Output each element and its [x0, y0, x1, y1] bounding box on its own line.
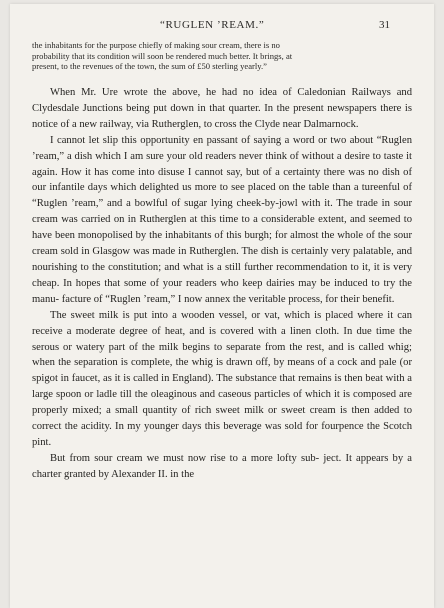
body-text [32, 85, 412, 483]
paragraph-ruglen-ream: I cannot let slip this opportunity en passant of saying a word or two about “Ruglen ’ream,” a dish which I am sure your old readers never think of without a desire to taste it again. How it has come into disuse I cannot say, but of a certainty there was no dish of our infantile days which delighted us more to see placed on the table than a tureenful of “Ruglen ’ream,” and a bowlful of sugar lying cheek-by-jowl with it. The trade in sour cream was carried on in Rutherglen at this time to a considerable extent, and seemed to have been monopolised by the inhabitants of this burgh; for almost the whole of the sour cream sold in Glasgow was made in Rutherglen. The dish is certainly very palatable, and nourishing to the constitution; and what is a still further recommendation to it, it is very cheap. In hopes that some of your readers who keep dairies may be induced to try the manu- facture of “Ruglen ’ream,” I now annex the veritable process, for their benefit. [32, 134, 412, 305]
quoted-passage [32, 40, 412, 72]
page-number: 31 [379, 19, 390, 31]
quote-line: probability that its condition will soon be rendered much better. It brings, at [32, 50, 293, 61]
paragraph-charter: But from sour cream we must now rise to a more lofty sub- ject. It appears by a charter granted by Alexander II. in the [32, 452, 412, 480]
paragraph-railways: When Mr. Ure wrote the above, he had no idea of Caledonian Railways and Clydesdale Junctions being put down in that quarter. In the present newspapers there is notice of a new railway, via Rutherglen, to cross the Clyde near Dalmarnock. [32, 87, 412, 130]
book-page [10, 4, 434, 608]
paragraph-process: The sweet milk is put into a wooden vessel, or vat, which is placed where it can receive a moderate degree of heat, and is covered with a linen cloth. In due time the serous or watery part of the milk begins to separate from the rest, and is called whig; when the separation is complete, the whig is drawn off, by means of a cock and pale (or spigot in faucet, as it is called in England). The substance that remains is then beat with a large spoon or ladle till the oleaginous and caseous particles of which it is composed are properly mixed; a small quantity of rich sweet milk or sweet cream is then added to correct the acidity. In my younger days this beverage was sold for fourpence the Scotch pint. [32, 309, 412, 448]
running-title: “RUGLEN ’REAM.” [160, 19, 265, 31]
quote-line: the inhabitants for the purpose chiefly of making sour cream, there is no [32, 40, 280, 50]
quote-line: present, to the revenues of the town, the sum of £50 sterling yearly.” [32, 61, 267, 72]
